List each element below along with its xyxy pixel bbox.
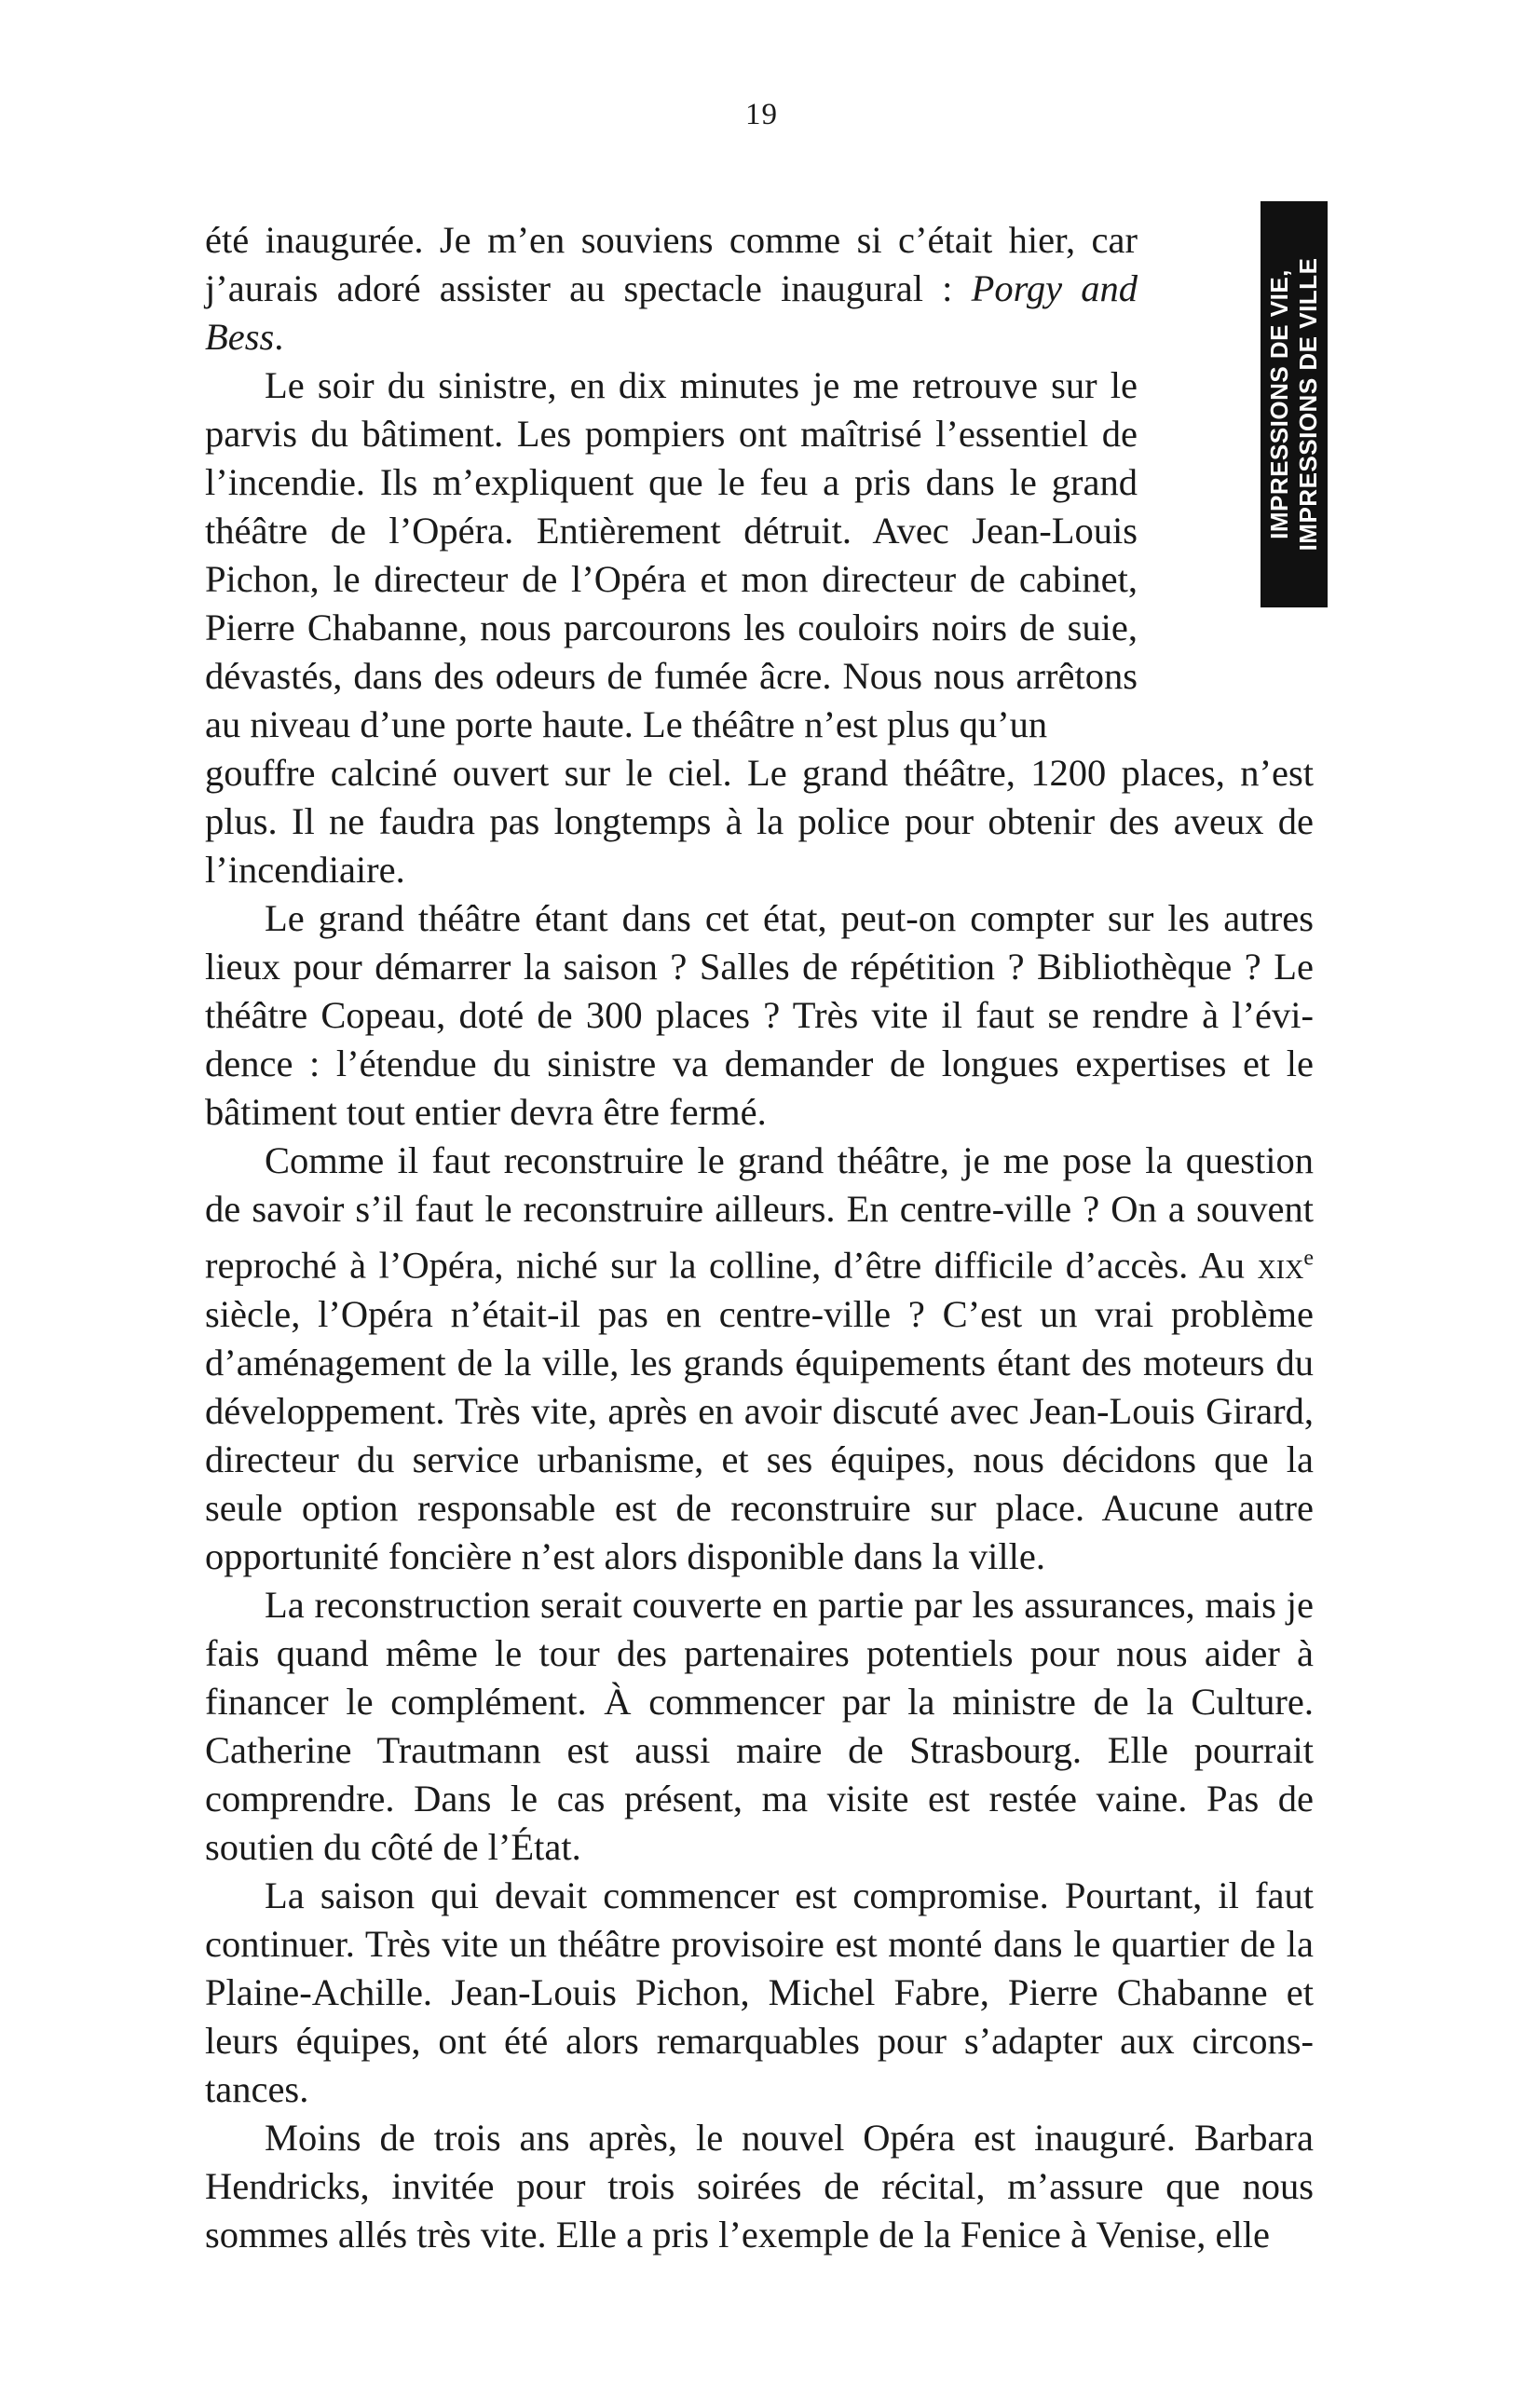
paragraph-text: été inaugurée. Je m’en souviens comme si c’était hier, car j’aurais adoré assister au spectacle inaugural :: [205, 219, 1138, 309]
paragraph: Moins de trois ans après, le nouvel Opéra est inauguré. Barbara Hendricks, invitée pour trois soirées de récital, m’assure que nous sommes allés très vite. Elle a pris l’exemple de la Fenice à Venise, elle: [205, 2116, 1314, 2256]
side-tab-line-2: IMPRESSIONS DE VILLE: [1294, 257, 1322, 552]
paragraph: [205, 216, 1138, 361]
page-number: 19: [745, 98, 778, 131]
side-tab-line-1: IMPRESSIONS DE VIE,: [1265, 269, 1293, 539]
paragraph-text: siècle, l’Opéra n’était-il pas en centre-ville ? C’est un vrai problème d’aménagement de la ville, les grands équipements étant des moteurs du développement. Très vite, après en avoir discuté avec Jean-Louis Girard, directeur du service urbanisme, et ses équipes, nous décidons que la seule option responsable est de reconstruire sur place. Aucune autre opportunité foncière n’est alors disponible dans la ville.: [205, 1292, 1314, 1577]
body-text: [205, 216, 1314, 2259]
paragraph-text: Comme il faut reconstruire le grand théâtre, je me pose la question de savoir s’il faut le reconstruire ailleurs. En centre-ville ? On a souvent reproché à l’Opéra, niché sur la colline, d’être difficile d’accès. Au: [205, 1139, 1314, 1287]
century-superscript: e: [1303, 1246, 1314, 1270]
paragraph: Le grand théâtre étant dans cet état, peut-on compter sur les autres lieux pour démarrer la saison ? Salles de répétition ? Bibliothèque ? Le théâtre Copeau, doté de 300 places ? Très vite il faut se rendre à l’évidence : l’étendue du sinistre va demander de longues expertises et le bâtiment tout entier devra être fermé.: [205, 897, 1314, 1133]
paragraph: La reconstruction serait couverte en partie par les assurances, mais je fais quand même le tour des partenaires potentiels pour nous aider à financer le complément. À commencer par la ministre de la Culture. Catherine Trautmann est aussi maire de Strasbourg. Elle pourrait comprendre. Dans le cas présent, ma visite est restée vaine. Pas de soutien du côté de l’État.: [205, 1583, 1314, 1868]
century-numeral: [1258, 1245, 1314, 1287]
paragraph: La saison qui devait commencer est compromise. Pourtant, il faut continuer. Très vite un théâtre provisoire est monté dans le quartier de la Plaine-Achille. Jean-Louis Pichon, Michel Fabre, Pierre Chabanne et leurs équipes, ont été alors remarquables pour s’adapter aux circonstances.: [205, 1874, 1314, 2110]
century-smallcaps: xix: [1257, 1244, 1304, 1287]
paragraph: [205, 1137, 1314, 1581]
paragraph-text: .: [274, 316, 284, 358]
paragraph: Le soir du sinistre, en dix minutes je me retrouve sur le parvis du bâtiment. Les pompiers ont maîtrisé l’essentiel de l’incendie. Ils m’expliquent que le feu a pris dans le grand théâtre de l’Opéra. Entièrement détruit. Avec Jean-Louis Pichon, le directeur de l’Opéra et mon directeur de cabinet, Pierre Chabanne, nous parcourons les couloirs noirs de suie, dévastés, dans des odeurs de fumée âcre. Nous nous arrêtons au niveau d’une porte haute. Le théâtre n’est plus qu’un: [205, 364, 1138, 745]
text-block-beside-tab: [205, 216, 1138, 749]
paragraph-continuation: gouffre calciné ouvert sur le ciel. Le grand théâtre, 1200 places, n’est plus. Il ne faudra pas longtemps à la police pour obtenir des aveux de l’incendiaire.: [205, 752, 1314, 891]
italic-title: Porgy and Bess: [205, 267, 1138, 358]
